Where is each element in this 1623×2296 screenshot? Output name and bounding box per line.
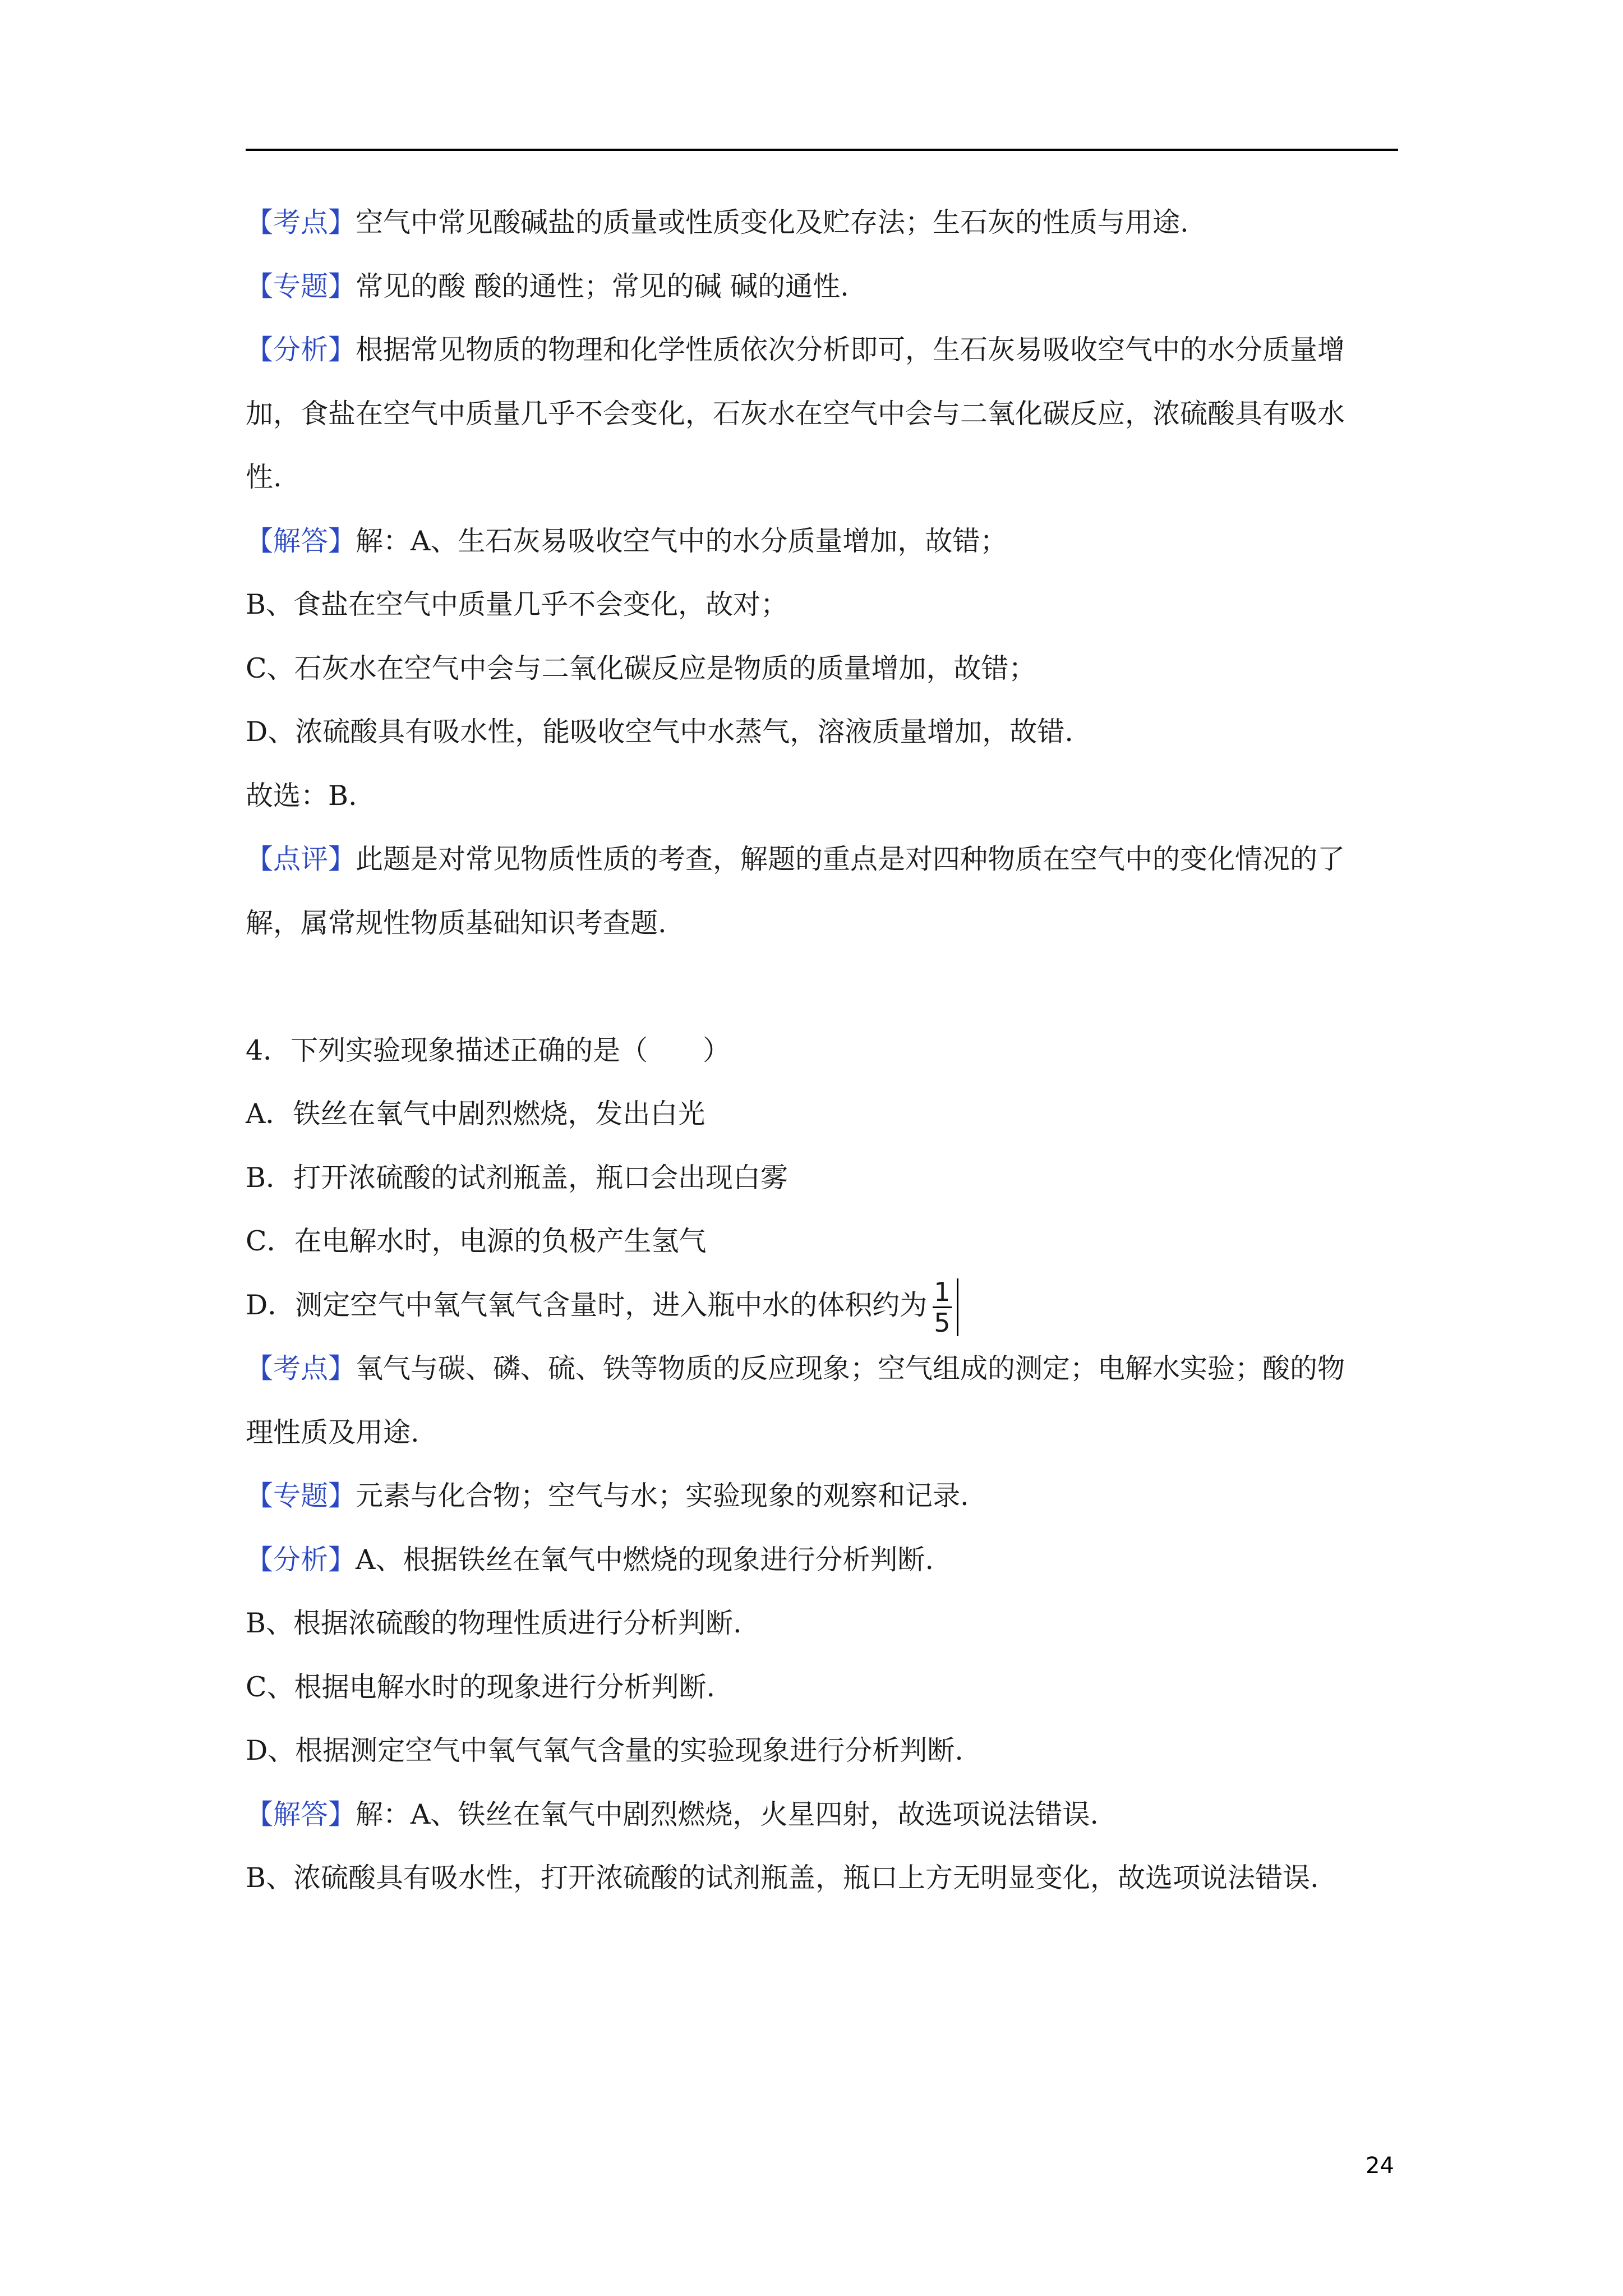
jieda-text: 解：A、铁丝在氧气中剧烈燃烧，火星四射，故选项说法错误. xyxy=(356,1798,1099,1830)
kaodian-tag: 【考点】 xyxy=(246,1352,356,1384)
q4-option-a: A．铁丝在氧气中剧烈燃烧，发出白光 xyxy=(246,1098,706,1130)
page-number: 24 xyxy=(1366,2153,1394,2179)
jieda-text: 解：A、生石灰易吸收空气中的水分质量增加，故错； xyxy=(356,524,1008,557)
q4-kaodian-line xyxy=(246,1337,1401,1401)
fenxi-text: 根据常见物质的物理和化学性质依次分析即可，生石灰易吸收空气中的水分质量增 xyxy=(356,334,1345,366)
q4-zhuanti-line xyxy=(246,1464,1401,1528)
q3-dianping-line xyxy=(246,827,1401,891)
q3-jieda-line-b: B、食盐在空气中质量几乎不会变化，故对； xyxy=(246,588,789,620)
q3-jieda-line-c: C、石灰水在空气中会与二氧化碳反应是物质的质量增加，故错； xyxy=(246,652,1036,684)
kaodian-text: 氧气与碳、磷、硫、铁等物质的反应现象；空气组成的测定；电解水实验；酸的物 xyxy=(356,1352,1345,1384)
q4-jieda-line xyxy=(246,1783,1401,1847)
q3-zhuanti-line xyxy=(246,255,1401,319)
zhuanti-text: 元素与化合物；空气与水；实验现象的观察和记录. xyxy=(356,1480,969,1512)
q4-fenxi-line xyxy=(246,1528,1401,1592)
q3-jieda-line-d: D、浓硫酸具有吸水性，能吸收空气中水蒸气，溶液质量增加，故错. xyxy=(246,716,1073,748)
fenxi-tag: 【分析】 xyxy=(246,1543,356,1576)
q3-kaodian-line xyxy=(246,191,1401,255)
q4-jieda-line-b: B、浓硫酸具有吸水性，打开浓硫酸的试剂瓶盖，瓶口上方无明显变化，故选项说法错误. xyxy=(246,1862,1319,1894)
q3-jieda-line xyxy=(246,509,1401,573)
fenxi-text: A、根据铁丝在氧气中燃烧的现象进行分析判断. xyxy=(356,1543,934,1576)
page-content xyxy=(246,191,1401,1910)
jieda-tag: 【解答】 xyxy=(246,1798,356,1830)
kaodian-text: 空气中常见酸碱盐的质量或性质变化及贮存法；生石灰的性质与用途. xyxy=(356,206,1189,238)
q4-fenxi-line-c: C、根据电解水时的现象进行分析判断. xyxy=(246,1671,716,1703)
q3-fenxi-continuation: 性. xyxy=(246,461,282,493)
fraction-numerator: 1 xyxy=(934,1276,951,1307)
fenxi-tag: 【分析】 xyxy=(246,334,356,366)
q4-option-d xyxy=(246,1273,1401,1337)
fraction xyxy=(933,1277,958,1337)
q3-answer-line: 故选：B. xyxy=(246,779,357,812)
jieda-tag: 【解答】 xyxy=(246,524,356,557)
zhuanti-text: 常见的酸 酸的通性；常见的碱 碱的通性. xyxy=(356,270,849,302)
option-d-text: D．测定空气中氧气氧气含量时，进入瓶中水的体积约为 xyxy=(246,1289,928,1321)
section-gap xyxy=(246,955,1401,1019)
q4-option-c: C．在电解水时，电源的负极产生氢气 xyxy=(246,1225,707,1257)
kaodian-tag: 【考点】 xyxy=(246,206,356,238)
header-rule xyxy=(246,149,1398,151)
q3-fenxi-line xyxy=(246,318,1401,382)
zhuanti-tag: 【专题】 xyxy=(246,270,356,302)
zhuanti-tag: 【专题】 xyxy=(246,1480,356,1512)
q3-dianping-continuation: 解，属常规性物质基础知识考查题. xyxy=(246,907,667,939)
q4-stem: 4．下列实验现象描述正确的是（ ） xyxy=(246,1034,731,1066)
q4-fenxi-line-d: D、根据测定空气中氧气氧气含量的实验现象进行分析判断. xyxy=(246,1734,963,1766)
dianping-text: 此题是对常见物质性质的考查，解题的重点是对四种物质在空气中的变化情况的了 xyxy=(356,843,1345,875)
fraction-denominator: 5 xyxy=(934,1307,951,1338)
q4-fenxi-line-b: B、根据浓硫酸的物理性质进行分析判断. xyxy=(246,1607,742,1639)
dianping-tag: 【点评】 xyxy=(246,843,356,875)
q3-fenxi-continuation: 加，食盐在空气中质量几乎不会变化，石灰水在空气中会与二氧化碳反应，浓硫酸具有吸水 xyxy=(246,397,1345,430)
q4-option-b: B．打开浓硫酸的试剂瓶盖，瓶口会出现白雾 xyxy=(246,1161,789,1194)
q4-kaodian-continuation: 理性质及用途. xyxy=(246,1416,419,1448)
